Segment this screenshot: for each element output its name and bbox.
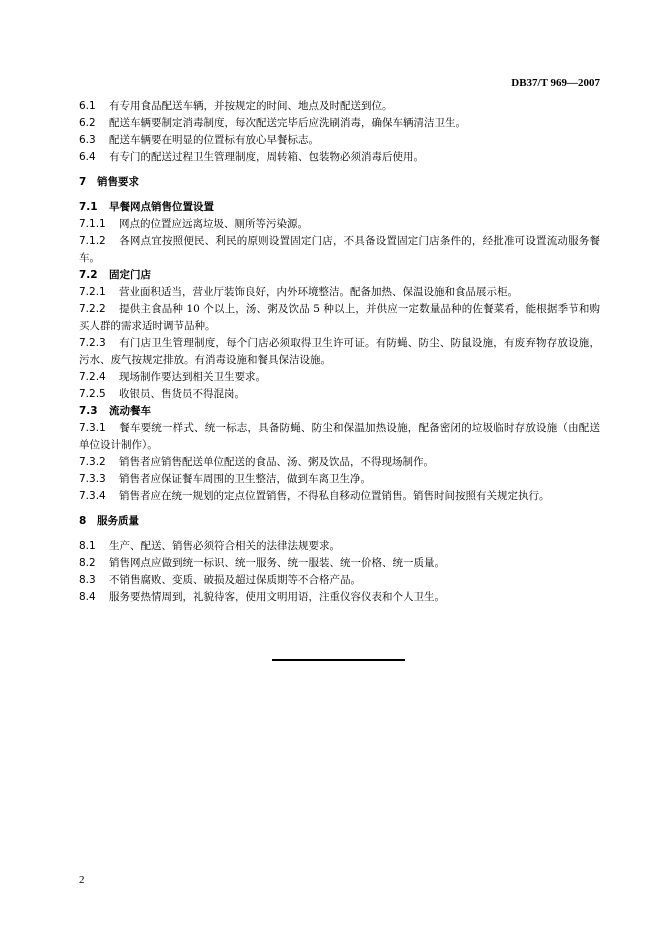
subsection-title: 流动餐车 [109,405,151,417]
clause-text: 营业面积适当，营业厅装饰良好，内外环境整洁。配备加热、保温设施和食品展示柜。 [119,286,518,298]
clause-7-3-3 [79,471,600,488]
subsection-7-2-heading [79,267,600,284]
clause-7-2-2 [79,301,600,335]
document-code: DB37/T 969—2007 [511,77,600,89]
clause-number: 7.3.1 [79,422,106,434]
clause-text: 配送车辆要制定消毒制度，每次配送完毕后应洗刷消毒，确保车辆清洁卫生。 [109,117,466,129]
clause-7-2-4 [79,369,600,386]
clause-text: 有专门的配送过程卫生管理制度，周转箱、包装物必须消毒后使用。 [109,151,424,163]
subsection-7-3-heading [79,403,600,420]
subsection-number: 7.1 [79,201,98,213]
clause-8-1 [79,538,600,555]
clause-7-3-1 [79,420,600,454]
clause-8-2 [79,555,600,572]
section-title: 销售要求 [97,176,139,188]
clause-number: 7.2.5 [79,388,106,400]
clause-number: 8.1 [79,540,96,552]
clause-number: 6.2 [79,117,96,129]
clause-text: 有专用食品配送车辆，并按规定的时间、地点及时配送到位。 [109,100,393,112]
page-number: 2 [79,874,85,886]
clause-7-1-2 [79,233,600,267]
clause-7-3-4 [79,488,600,505]
subsection-title: 固定门店 [109,269,151,281]
clause-text: 现场制作要达到相关卫生要求。 [119,371,266,383]
clause-number: 7.1.2 [79,235,106,247]
clause-number: 7.3.3 [79,473,106,485]
clause-text: 服务要热情周到，礼貌待客，使用文明用语，注重仪容仪表和个人卫生。 [109,591,445,603]
clause-7-2-1 [79,284,600,301]
clause-text: 销售者应在统一规划的定点位置销售，不得私自移动位置销售。销售时间按照有关规定执行。 [119,490,550,502]
clause-number: 8.3 [79,574,96,586]
clause-6-2 [79,115,600,132]
clause-number: 7.2.3 [79,337,106,349]
section-7-heading [79,174,600,191]
clause-text: 收银员、售货员不得混岗。 [119,388,245,400]
clause-text: 提供主食品种 10 个以上，汤、粥及饮品 5 种以上，并供应一定数量品种的佐餐菜肴，能根据季节和购买人群的需求适时调节品种。 [79,303,600,332]
clause-number: 7.1.1 [79,218,106,230]
clause-number: 8.4 [79,591,96,603]
clause-text: 销售者应销售配送单位配送的食品、汤、粥及饮品，不得现场制作。 [119,456,434,468]
clause-6-3 [79,132,600,149]
clause-7-1-1 [79,216,600,233]
clause-number: 6.4 [79,151,96,163]
end-of-document-rule [272,659,405,661]
clause-7-3-2 [79,454,600,471]
clause-text: 不销售腐败、变质、破损及超过保质期等不合格产品。 [109,574,361,586]
section-number: 8 [79,515,87,527]
section-8-heading [79,513,600,530]
clause-number: 7.3.4 [79,490,106,502]
subsection-7-1-heading [79,199,600,216]
clause-6-1 [79,98,600,115]
subsection-number: 7.2 [79,269,98,281]
clause-number: 7.2.4 [79,371,106,383]
clause-text: 生产、配送、销售必须符合相关的法律法规要求。 [109,540,340,552]
clause-text: 网点的位置应远离垃圾、厕所等污染源。 [119,218,308,230]
clause-text: 有门店卫生管理制度，每个门店必须取得卫生许可证。有防蝇、防尘、防鼠设施，有废弃物存放设施，污水、废气按规定排放。有消毒设施和餐具保洁设施。 [79,337,600,366]
clause-8-3 [79,572,600,589]
subsection-number: 7.3 [79,405,98,417]
section-number: 7 [79,176,87,188]
clause-text: 销售网点应做到统一标识、统一服务、统一服装、统一价格、统一质量。 [109,557,445,569]
clause-number: 7.3.2 [79,456,106,468]
clause-6-4 [79,149,600,166]
clause-number: 7.2.1 [79,286,106,298]
clause-8-4 [79,589,600,606]
clause-number: 8.2 [79,557,96,569]
clause-text: 各网点宜按照便民、利民的原则设置固定门店，不具备设置固定门店条件的，经批准可设置流动服务餐车。 [79,235,600,264]
clause-number: 6.1 [79,100,96,112]
document-body [79,98,600,606]
clause-number: 7.2.2 [79,303,106,315]
clause-7-2-5 [79,386,600,403]
section-title: 服务质量 [97,515,139,527]
clause-text: 餐车要统一样式、统一标志，具备防蝇、防尘和保温加热设施，配备密闭的垃圾临时存放设施（由配送单位设计制作）。 [79,422,600,451]
clause-text: 配送车辆要在明显的位置标有放心早餐标志。 [109,134,319,146]
clause-number: 6.3 [79,134,96,146]
clause-text: 销售者应保证餐车周围的卫生整洁，做到车离卫生净。 [119,473,371,485]
clause-7-2-3 [79,335,600,369]
subsection-title: 早餐网点销售位置设置 [109,201,214,213]
